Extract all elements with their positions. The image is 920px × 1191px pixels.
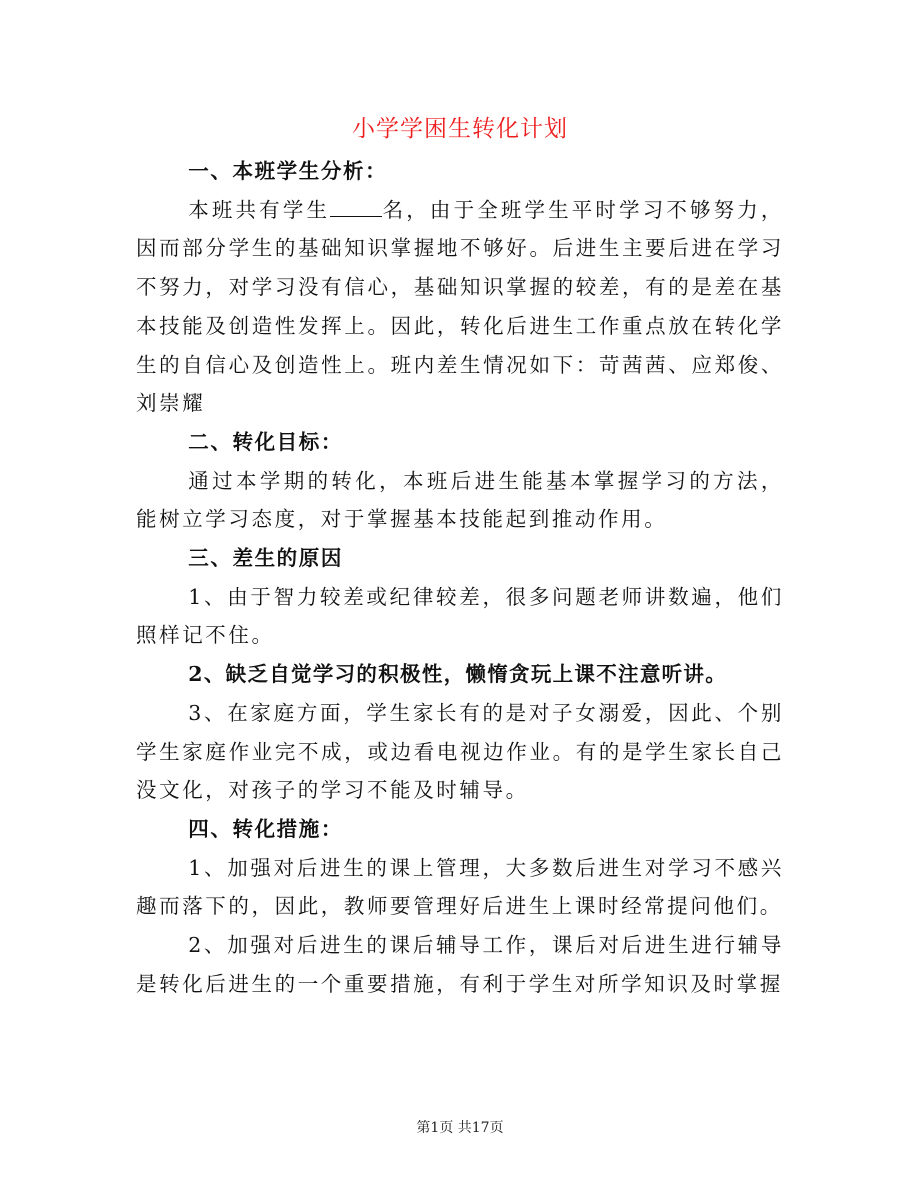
paragraph-text: 本班共有学生 <box>188 197 331 222</box>
section-heading-goal: 二、转化目标： <box>188 429 343 454</box>
paragraph-text: 名，由于全班学生平时学习不够努力，因而部分学生的基础知识掌握地不够好。后进生主要后进在学习不努力，对学习没有信心，基础知识掌握的较差，有的是差在基本技能及创造性发挥上。因此，转化后进生工作重点放在转化学生的自信心及创造性上。班内差生情况如下：苛茜茜、应郑俊、刘崇耀 <box>136 197 784 416</box>
document-body <box>136 152 784 1003</box>
document-title: 小学学困生转化计划 <box>352 116 568 142</box>
paragraph-goal: 通过本学期的转化，本班后进生能基本掌握学习的方法，能树立学习态度，对于掌握基本技能起到推动作用。 <box>136 468 784 532</box>
student-count-blank <box>330 198 382 217</box>
section-heading-causes: 三、差生的原因 <box>188 546 343 571</box>
paragraph-measure-1: 1、加强对后进生的课上管理，大多数后进生对学习不感兴趣而落下的，因此，教师要管理好后进生上课时经常提问他们。 <box>136 855 784 919</box>
page-footer: 第1页 共17页 <box>416 1120 504 1136</box>
paragraph-measure-2: 2、加强对后进生的课后辅导工作，课后对后进生进行辅导是转化后进生的一个重要措施，有利于学生对所学知识及时掌握 <box>136 933 784 996</box>
paragraph-cause-1: 1、由于智力较差或纪律较差，很多问题老师讲数遍，他们照样记不住。 <box>136 584 784 648</box>
section-heading-measures: 四、转化措施： <box>188 816 343 841</box>
paragraph-cause-2: 2、缺乏自觉学习的积极性，懒惰贪玩上课不注意听讲。 <box>188 662 728 687</box>
paragraph-cause-3: 3、在家庭方面，学生家长有的是对子女溺爱，因此、个别学生家庭作业完不成，或边看电视边作业。有的是学生家长自己没文化，对孩子的学习不能及时辅导。 <box>136 700 784 803</box>
paragraph-class-analysis <box>136 191 784 423</box>
section-heading-analysis: 一、本班学生分析： <box>188 159 388 183</box>
